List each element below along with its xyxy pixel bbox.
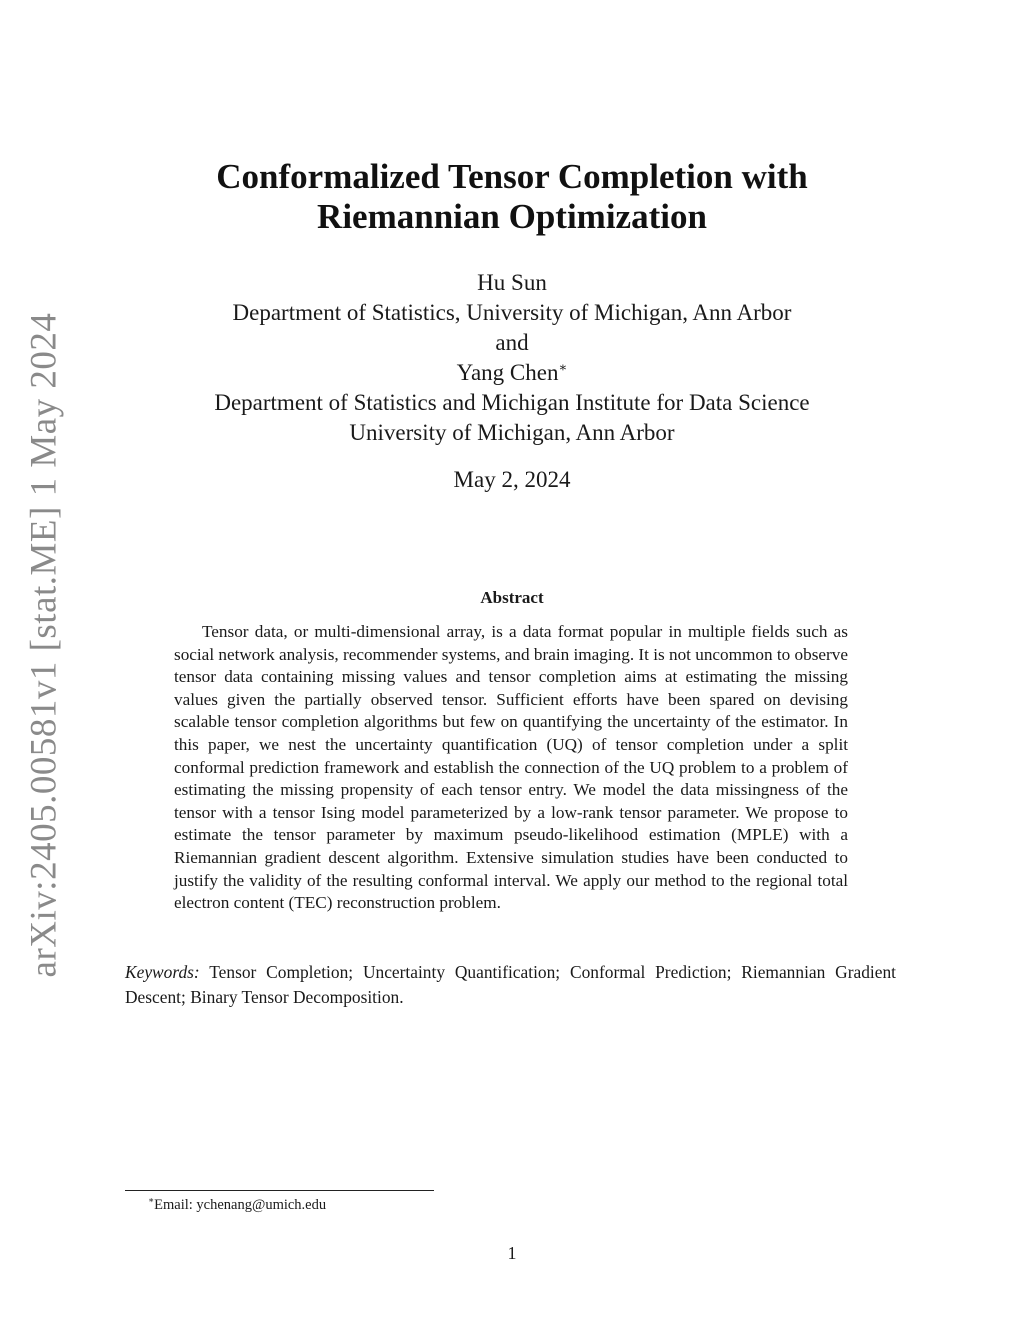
author-2-affiliation-line-2: University of Michigan, Ann Arbor [349, 420, 675, 445]
author-conjunction: and [495, 330, 529, 355]
keywords-text: Tensor Completion; Uncertainty Quantification; Conformal Prediction; Riemannian Gradient Descent; Binary Tensor Decomposition. [125, 962, 896, 1007]
arxiv-side-stamp: arXiv:2405.00581v1 [stat.ME] 1 May 2024 [23, 312, 65, 978]
title-line-1: Conformalized Tensor Completion with [216, 157, 808, 196]
page-number: 1 [507, 1243, 517, 1263]
abstract-heading: Abstract [480, 588, 544, 607]
author-1-name: Hu Sun [477, 270, 547, 295]
title-line-2: Riemannian Optimization [317, 197, 707, 236]
author-1-affiliation: Department of Statistics, University of Michigan, Ann Arbor [232, 300, 792, 325]
paper-title [0, 157, 1024, 237]
keywords-label: Keywords: [125, 962, 200, 982]
keywords [125, 960, 896, 1010]
paper-date: May 2, 2024 [453, 467, 571, 492]
abstract-text: Tensor data, or multi-dimensional array, is a data format popular in multiple fields such as social network analysis, recommender systems, and brain imaging. It is not uncommon to observe tensor data containing missing values and tensor completion aims at estimating the missing values given the partially observed tensor. Sufficient efforts have been spared on devising scalable tensor completion algorithms but few on quantifying the uncertainty of the estimator. In this paper, we nest the uncertainty quantification (UQ) of tensor completion under a split conformal prediction framework and establish the connection of the UQ problem to a problem of estimating the missing propensity of each tensor entry. We model the data missingness of the tensor with a tensor Ising model parameterized by a low-rank tensor parameter. We propose to estimate the tensor parameter by maximum pseudo-likelihood estimation (MPLE) with a Riemannian gradient descent algorithm. Extensive simulation studies have been conducted to justify the validity of the resulting conformal interval. We apply our method to the regional total electron content (TEC) reconstruction problem. [174, 622, 848, 913]
author-2-footnote-mark: ∗ [558, 359, 568, 375]
author-2-name: Yang Chen [456, 360, 559, 385]
footnote-text: Email: ychenang@umich.edu [154, 1196, 327, 1213]
footnote [148, 1195, 326, 1214]
footnote-mark: ∗ [148, 1195, 155, 1205]
author-2-line [0, 358, 1024, 388]
author-2-affiliation-line-1: Department of Statistics and Michigan Institute for Data Science [214, 390, 810, 415]
footnote-divider [125, 1190, 434, 1191]
author-block [0, 268, 1024, 448]
